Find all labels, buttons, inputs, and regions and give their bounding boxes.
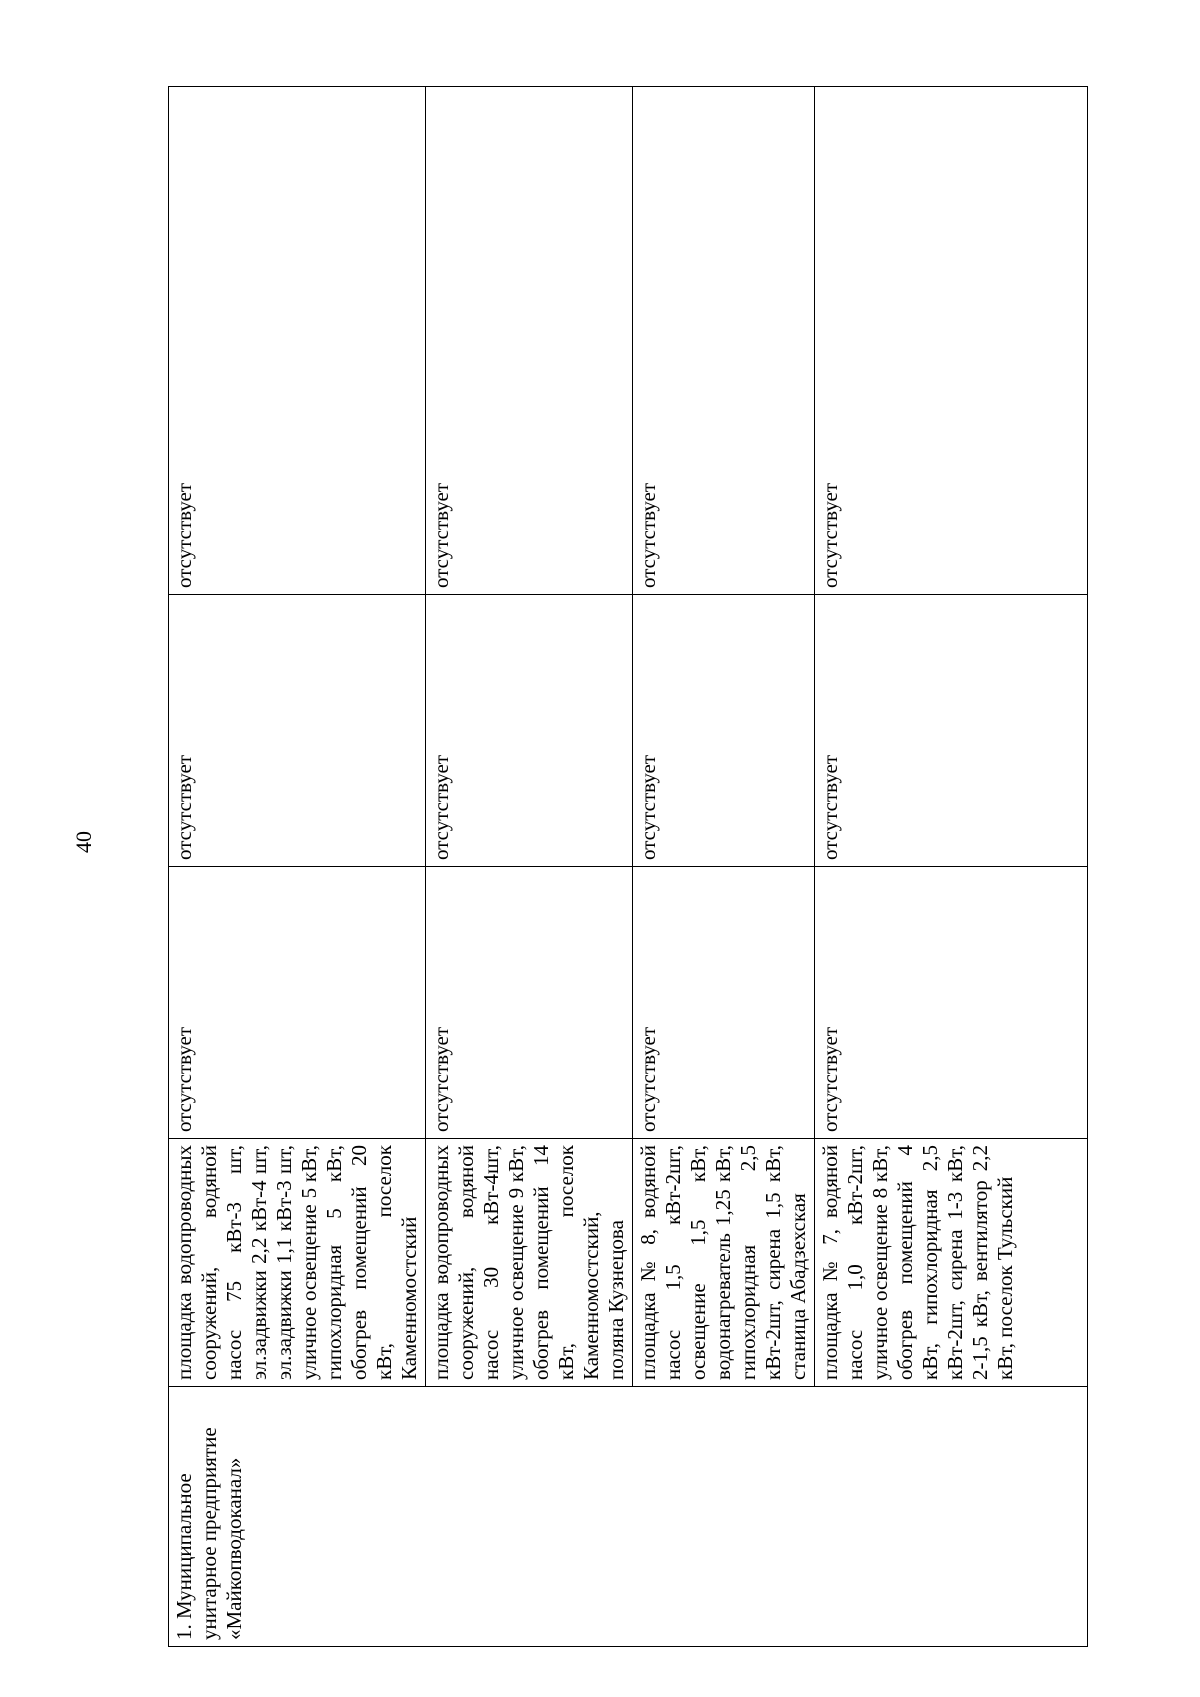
value-cell: отсутствует [169, 87, 426, 595]
description-cell: площадка водопроводных сооружений, водяной насос 75 кВт-3 шт, эл.задвижки 2,2 кВт-4 шт, эл.задвижки 1,1 кВт-3 шт, уличное освещение 5 кВт, гипохлоридная 5 кВт, обогрев помещений 20 кВт, поселок Каменномостский [169, 1139, 426, 1387]
value-cell: отсутствует [426, 87, 633, 595]
description-cell: площадка № 7, водяной насос 1,0 кВт-2шт, уличное освещение 8 кВт, обогрев помещений 4 кВт, гипохлоридная 2,5 кВт-2шт, сирена 1-3 кВт, 2-1,5 кВт, вентилятор 2,2 кВт, поселок Тульский [815, 1139, 1088, 1387]
value-cell: отсутствует [169, 595, 426, 867]
value-cell: отсутствует [815, 87, 1088, 595]
description-cell: площадка водопроводных сооружений, водяной насос 30 кВт-4шт, уличное освещение 9 кВт, обогрев помещений 14 кВт, поселок Каменномостский, поляна Кузнецова [426, 1139, 633, 1387]
data-table [168, 86, 1088, 1647]
value-cell: отсутствует [815, 595, 1088, 867]
value-cell: отсутствует [633, 867, 815, 1139]
value-cell: отсутствует [169, 867, 426, 1139]
organization-cell: 1. Муниципальное унитарное предприятие «Майкопводоканал» [169, 1387, 1088, 1647]
value-cell: отсутствует [633, 87, 815, 595]
value-cell: отсутствует [815, 867, 1088, 1139]
page-number: 40 [71, 831, 96, 853]
value-cell: отсутствует [426, 867, 633, 1139]
value-cell: отсутствует [426, 595, 633, 867]
value-cell: отсутствует [633, 595, 815, 867]
table-row [169, 87, 426, 1647]
description-cell: площадка № 8, водяной насос 1,5 кВт-2шт, освещение 1,5 кВт, водонагреватель 1,25 кВт, гипохлоридная 2,5 кВт-2шт, сирена 1,5 кВт, станица Абадзехская [633, 1139, 815, 1387]
rotated-table-wrapper [168, 87, 1038, 1647]
